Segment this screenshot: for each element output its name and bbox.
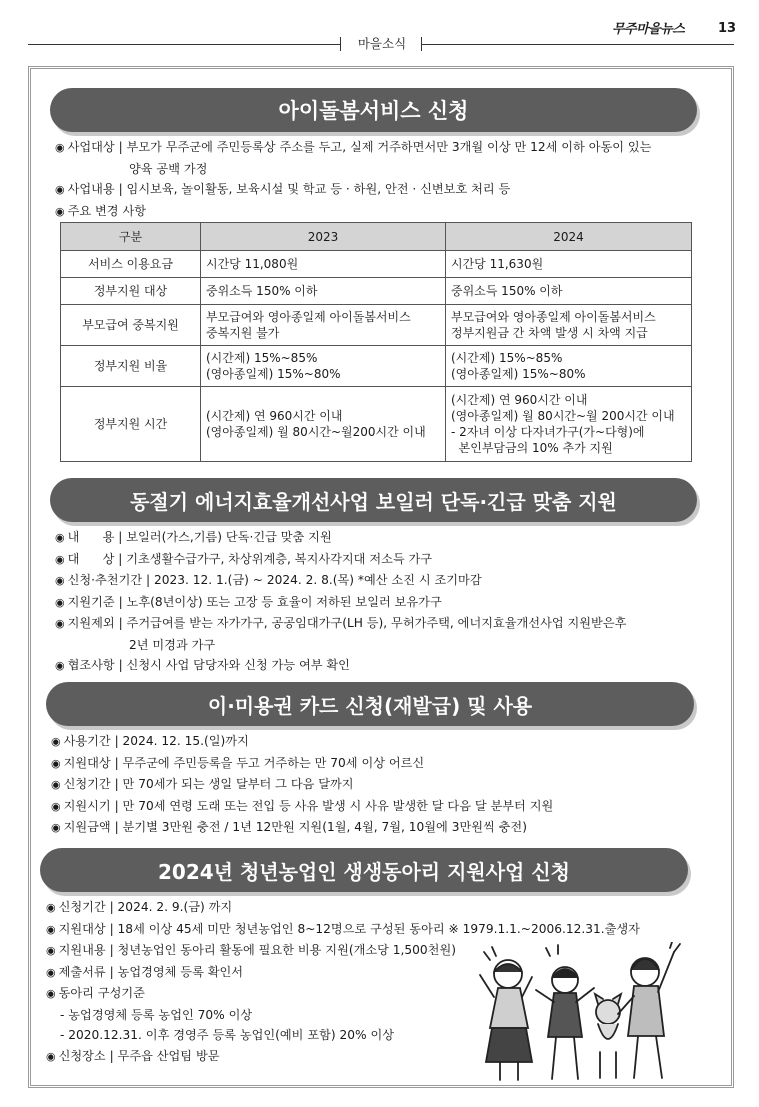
banner-young-farmers: [40, 848, 688, 892]
bullet-icon: ◉: [55, 617, 65, 630]
banner-boiler-support: [50, 478, 697, 522]
barber-card-info-list: [51, 731, 553, 839]
header-rule-right: [422, 44, 734, 45]
cell-line: (영아종일제) 15%~80%: [206, 367, 341, 381]
list-item: ◉ 지원내용 | 청년농업인 동아리 활동에 필요한 비용 지원(개소당 1,500천원): [46, 943, 456, 957]
banner-title: 아이돌봄서비스 신청: [278, 99, 469, 123]
bullet-icon: ◉: [46, 987, 56, 1000]
list-item: ◉ 지원기준 | 노후(8년이상) 또는 고장 등 효율이 저하된 보일러 보유가구: [55, 594, 442, 609]
row-label-cell: 부모급여 중복지원: [61, 305, 201, 346]
bullet-icon: ◉: [55, 574, 65, 587]
bullet-icon: ◉: [55, 659, 65, 672]
bullet-icon: ◉: [55, 204, 65, 218]
cell-line: (시간제) 15%~85%: [451, 351, 563, 365]
value-cell-y2024: [446, 278, 692, 305]
list-item: ◉ 대 상 | 기초생활수급가구, 차상위계층, 복지사각지대 저소득 가구: [55, 551, 433, 566]
cell-line: 시간당 11,080원: [206, 257, 299, 271]
bullet-icon: ◉: [51, 735, 61, 748]
list-item: ◉ 지원금액 | 분기별 3만원 충전 / 1년 12만원 지원(1월, 4월, 7월, 10월에 3만원씩 충전): [51, 820, 527, 834]
bullet-icon: ◉: [46, 965, 56, 979]
banner-childcare: [50, 88, 697, 132]
cell-line: 중위소득 150% 이하: [451, 284, 563, 298]
value-cell-y2024: [446, 387, 692, 462]
list-item: ◉ 신청기간 | 만 70세가 되는 생일 달부터 그 다음 달까지: [51, 777, 354, 791]
bullet-icon: ◉: [46, 922, 56, 936]
cell-line: (영아종일제) 월 80시간~월 200시간 이내: [451, 409, 675, 423]
bullet-icon: ◉: [55, 141, 65, 154]
column-header: 구분: [61, 223, 201, 251]
list-item: ◉ 협조사항 | 신청시 사업 담당자와 신청 가능 여부 확인: [55, 658, 350, 672]
cell-line: 중복지원 불가: [206, 326, 280, 340]
list-item: ◉ 사업내용 | 임시보육, 놀이활동, 보육시설 및 학교 등 · 하원, 안전 · 신변보호 처리 등: [55, 182, 511, 196]
cell-line: (시간제) 연 960시간 이내: [451, 393, 588, 407]
boiler-info-list: [55, 527, 626, 677]
list-item: ◉ 내 용 | 보일러(가스,기름) 단독·긴급 맞춤 지원: [55, 530, 332, 544]
bullet-icon: ◉: [55, 183, 65, 196]
value-cell-y2023: [201, 387, 446, 462]
list-item: ◉ 신청기간 | 2024. 2. 9.(금) 까지: [46, 900, 233, 914]
cell-line: (영아종일제) 월 80시간~월200시간 이내: [206, 425, 426, 439]
cell-line: 정부지원금 간 차액 발생 시 차액 지급: [451, 326, 648, 340]
list-item: ◉ 지원제외 | 주거급여를 받는 자가가구, 공공임대가구(LH 등), 무허가주택, 에너지효율개선사업 지원받은후: [55, 616, 627, 630]
value-cell-y2023: [201, 305, 446, 346]
table-header-row: [61, 223, 692, 251]
column-header: 2024: [446, 223, 692, 251]
table-row: [61, 251, 692, 278]
row-label-cell: 서비스 이용요금: [61, 251, 201, 278]
list-item: - 농업경영체 등록 농업인 70% 이상: [60, 1007, 253, 1022]
bullet-icon: ◉: [51, 799, 61, 813]
table-row: [61, 305, 692, 346]
cell-line: 부모급여와 영아종일제 아이돌봄서비스: [206, 310, 411, 324]
list-item: - 2020.12.31. 이후 경영주 등록 농업인(예비 포함) 20% 이상: [60, 1028, 395, 1042]
header-rule-left: [28, 44, 340, 45]
bullet-icon: ◉: [46, 901, 56, 914]
brand-logo: 무주마을뉴스: [612, 22, 685, 37]
table-row: [61, 346, 692, 387]
value-cell-y2023: [201, 251, 446, 278]
column-header: 2023: [201, 223, 446, 251]
value-cell-y2024: [446, 305, 692, 346]
cell-line: 시간당 11,630원: [451, 257, 544, 271]
list-item: ◉ 동아리 구성기준: [46, 986, 145, 1000]
table-row: [61, 278, 692, 305]
cell-line: 부모급여와 영아종일제 아이돌봄서비스: [451, 310, 656, 324]
banner-title: 2024년 청년농업인 생생동아리 지원사업 신청: [158, 859, 570, 884]
list-item: ◉ 사업대상 | 부모가 무주군에 주민등록상 주소를 두고, 실제 거주하면서만 3개월 이상 만 12세 이하 아동이 있는: [55, 140, 652, 154]
value-cell-y2023: [201, 346, 446, 387]
cell-line: (영아종일제) 15%~80%: [451, 367, 586, 381]
value-cell-y2024: [446, 346, 692, 387]
page-number: 13: [718, 21, 737, 36]
list-item: ◉ 주요 변경 사항: [55, 203, 146, 218]
banner-barber-card: [46, 682, 694, 726]
value-cell-y2024: [446, 251, 692, 278]
cheering-people-illustration: [470, 942, 695, 1082]
table-row: [61, 387, 692, 462]
bullet-icon: ◉: [51, 778, 61, 791]
list-item: ◉ 사용기간 | 2024. 12. 15.(일)까지: [51, 734, 249, 748]
cell-line: 중위소득 150% 이하: [206, 284, 318, 298]
bullet-icon: ◉: [46, 1049, 56, 1063]
list-item: ◉ 신청장소 | 무주읍 산업팀 방문: [46, 1048, 220, 1063]
banner-title: 동절기 에너지효율개선사업 보일러 단독·긴급 맞춤 지원: [130, 489, 617, 514]
cell-line: (시간제) 15%~85%: [206, 351, 318, 365]
bullet-icon: ◉: [55, 552, 65, 566]
row-label-cell: 정부지원 시간: [61, 387, 201, 462]
section-label: 마을소식: [357, 36, 407, 51]
bullet-icon: ◉: [51, 821, 61, 834]
bullet-icon: ◉: [51, 756, 61, 770]
bullet-icon: ◉: [55, 595, 65, 609]
list-item: ◉ 지원대상 | 무주군에 주민등록을 두고 거주하는 만 70세 이상 어르신: [51, 755, 425, 770]
childcare-info-list: [55, 137, 651, 222]
list-item: 2년 미경과 가구: [129, 637, 216, 652]
list-item: ◉ 지원시기 | 만 70세 연령 도래 또는 전입 등 사유 발생 시 사유 발생한 달 다음 달 분부터 지원: [51, 798, 554, 813]
list-item: ◉ 신청·추천기간 | 2023. 12. 1.(금) ~ 2024. 2. 8.(목) *예산 소진 시 조기마감: [55, 573, 482, 587]
list-item: ◉ 제출서류 | 농업경영체 등록 확인서: [46, 964, 244, 979]
list-item: 양육 공백 가정: [129, 161, 208, 176]
cell-line: (시간제) 연 960시간 이내: [206, 409, 343, 423]
bullet-icon: ◉: [55, 531, 65, 544]
value-cell-y2023: [201, 278, 446, 305]
banner-title: 이·미용권 카드 신청(재발급) 및 사용: [207, 693, 533, 718]
row-label-cell: 정부지원 대상: [61, 278, 201, 305]
cell-line: 본인부담금의 10% 추가 지원: [451, 441, 613, 455]
list-item: ◉ 지원대상 | 18세 이상 45세 미만 청년농업인 8~12명으로 구성된 동아리 ※ 1979.1.1.~2006.12.31.출생자: [46, 921, 640, 936]
cell-line: - 2자녀 이상 다자녀가구(가~다형)에: [451, 425, 645, 439]
changes-table: [60, 222, 692, 462]
header-tick-left: [340, 37, 341, 51]
row-label-cell: 정부지원 비율: [61, 346, 201, 387]
bullet-icon: ◉: [46, 944, 56, 957]
